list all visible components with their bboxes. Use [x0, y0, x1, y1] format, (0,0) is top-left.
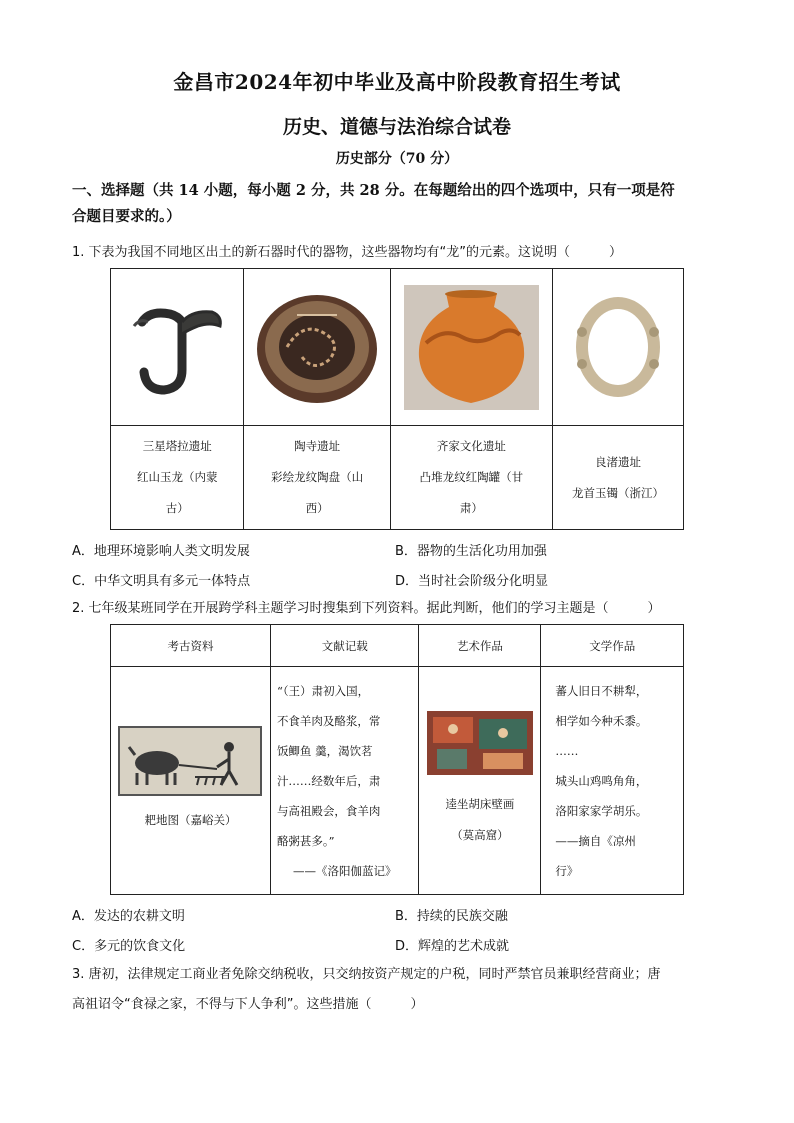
document-line: 汁……经数年后，肃	[276, 773, 381, 788]
q2-option-d[interactable]: D．辉煌的艺术成就	[395, 939, 510, 954]
jade-dragon-icon	[120, 292, 235, 402]
exam-title: 金昌市2024年初中毕业及高中阶段教育招生考试	[173, 70, 621, 94]
painted-plate-image	[244, 269, 390, 426]
poem-line: 相学如今种禾黍。	[555, 713, 648, 728]
caption-line: 彩绘龙纹陶盘（山	[271, 470, 364, 484]
section-heading-line1: 一、选择题（共 14 小题，每小题 2 分，共 28 分。在每题给出的四个选项中，只有一项是符	[72, 182, 675, 199]
q3-line1: 3. 唐初，法律规定工商业者免除交纳税收，只交纳按资产规定的户税，同时严禁官员兼职经营商业；唐	[72, 967, 661, 982]
header-art: 艺术作品	[419, 625, 541, 667]
red-pottery-jar-icon	[404, 285, 539, 410]
q1-option-c[interactable]: C．中华文明具有多元一体特点	[72, 574, 251, 589]
caption-line: 红山玉龙（内蒙	[136, 470, 218, 484]
caption-line: 陶寺遗址	[294, 439, 341, 453]
q3-line2: 高祖诏令“食禄之家，不得与下人争利”。这些措施（ ）	[72, 997, 424, 1012]
poem-line: 蕃人旧日不耕犁，	[555, 683, 648, 698]
archaeology-caption: 耙地图（嘉峪关）	[144, 813, 237, 827]
poem-line: ……	[555, 743, 579, 758]
caption-sanxingtala	[111, 426, 244, 530]
poem-line: 城头山鸡鸣角角，	[555, 773, 648, 788]
caption-line: 龙首玉镯（浙江）	[571, 485, 664, 500]
document-line: 酪粥甚多。”	[276, 833, 335, 848]
document-line: 饭鲫鱼 羹，渴饮茗	[276, 743, 373, 758]
part-title: 历史部分（70 分）	[335, 151, 459, 167]
q1-option-b[interactable]: B．器物的生活化功用加强	[395, 544, 547, 559]
q1-stem: 1. 下表为我国不同地区出土的新石器时代的器物，这些器物均有“龙”的元素。这说明（ ）	[72, 245, 623, 260]
exam-subtitle: 历史、道德与法治综合试卷	[282, 116, 511, 138]
caption-line: 凸堆龙纹红陶罐（甘	[419, 470, 524, 484]
header-documents: 文献记载	[270, 625, 419, 667]
q1-table	[110, 268, 684, 530]
caption-taosi	[244, 426, 390, 530]
archaeology-cell	[111, 667, 271, 895]
q2-stem: 2. 七年级某班同学在开展跨学科主题学习时搜集到下列资料。据此判断，他们的学习主题是（ ）	[72, 601, 661, 616]
red-pot-image	[390, 269, 552, 426]
caption-line: 良渚遗址	[594, 454, 641, 469]
document-line: “（王）肃初入国，	[276, 683, 370, 698]
header-literature: 文学作品	[541, 625, 684, 667]
caption-line: 三星塔拉遗址	[142, 439, 212, 453]
poem-line: ——摘自《凉州	[555, 833, 636, 848]
document-line: ——《洛阳伽蓝记》	[292, 863, 397, 878]
q1-option-a[interactable]: A．地理环境影响人类文明发展	[72, 544, 250, 559]
art-caption	[419, 789, 540, 851]
header-archaeology: 考古资料	[111, 625, 271, 667]
poem-line: 行》	[555, 863, 579, 878]
q3-stem	[72, 960, 722, 1020]
poem-line: 洛阳家家学胡乐。	[555, 803, 648, 818]
caption-liangzhu	[552, 426, 683, 530]
literature-cell	[541, 667, 684, 895]
q2-table	[110, 624, 684, 895]
document-line: 与高祖殿会，食羊肉	[276, 803, 381, 818]
q2-option-c[interactable]: C．多元的饮食文化	[72, 939, 186, 954]
jade-bracelet-icon	[568, 292, 668, 402]
q2-option-b[interactable]: B．持续的民族交融	[395, 909, 508, 924]
caption-line: 西）	[305, 501, 329, 515]
dragon-plate-icon	[252, 287, 382, 407]
jade-bracelet-image	[552, 269, 683, 426]
caption-qijia	[390, 426, 552, 530]
caption-line: 肃）	[459, 501, 483, 515]
mogao-mural-icon	[427, 711, 533, 775]
caption-line: （莫高窟）	[451, 827, 509, 842]
document-line: 不食羊肉及酪浆，常	[276, 713, 381, 728]
q1-option-d[interactable]: D．当时社会阶级分化明显	[395, 574, 549, 589]
q2-option-a[interactable]: A．发达的农耕文明	[72, 909, 185, 924]
caption-line: 逵坐胡床壁画	[445, 796, 515, 811]
section-heading	[72, 178, 732, 230]
jade-dragon-image	[111, 269, 244, 426]
caption-line: 齐家文化遗址	[436, 439, 506, 453]
section-heading-line2: 合题目要求的。）	[72, 208, 181, 225]
document-cell	[270, 667, 419, 895]
caption-line: 古）	[165, 501, 189, 515]
plowing-mural-icon	[117, 725, 263, 797]
art-cell	[419, 667, 541, 895]
